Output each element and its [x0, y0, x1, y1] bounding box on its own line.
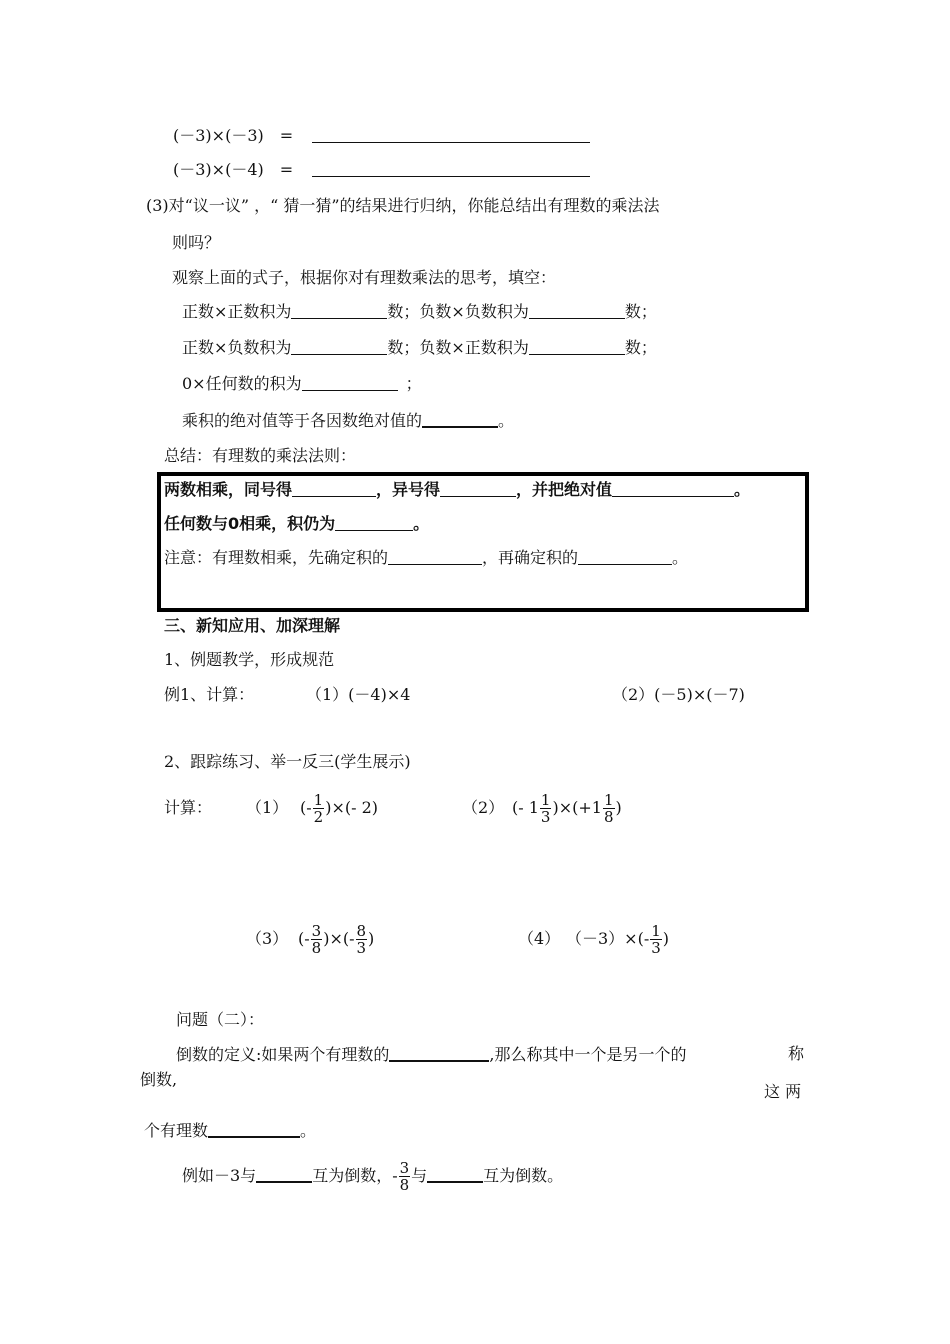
fraction: $\frac{1}{3}$	[651, 922, 661, 957]
box-line-3: 注意：有理数相乘，先确定积的 ，再确定积的 。	[164, 548, 689, 567]
reciprocal-example: 例如－3与 互为倒数，- $\frac{3}{8}$ 与 互为倒数。	[182, 1159, 564, 1194]
fill-blank	[292, 480, 376, 497]
rule-line-3: 0×任何数的积为 ；	[182, 374, 422, 393]
question-2-title: 问题（二）：	[176, 1010, 265, 1029]
expression-line-2: (－3)×(－4) =	[173, 160, 590, 180]
fraction: $\frac{3}{8}$	[311, 922, 322, 957]
section-3-heading: 三、新知应用、加深理解	[164, 616, 341, 635]
fraction: $\frac{8}{3}$	[356, 922, 367, 957]
fraction: $\frac{1}{3}$	[540, 791, 551, 826]
fraction: $\frac{1}{8}$	[603, 791, 614, 826]
summary-label: 总结：有理数的乘法法则：	[164, 446, 357, 465]
fill-blank	[389, 1044, 489, 1062]
section-3-item-1: 1、例题教学，形成规范	[164, 650, 335, 669]
rule-line-4: 乘积的绝对值等于各因数绝对值的 。	[182, 411, 515, 430]
question-3-line-2: 则吗？	[172, 233, 221, 252]
definition-wrap-1: 称	[788, 1044, 805, 1063]
fill-blank	[335, 514, 413, 531]
fill-blank	[612, 480, 734, 497]
problem-4-number: （4）	[518, 929, 561, 948]
problem-4-expression: （－3）×(- $\frac{1}{3}$ )	[566, 922, 670, 957]
fill-blank	[578, 548, 672, 565]
problem-2-expression: (- 1 $\frac{1}{3}$ )×(+1 $\frac{1}{8}$ )	[512, 791, 622, 826]
calc-label: 计算：	[164, 798, 213, 817]
example-1-part-2: （2）(－5)×(－7)	[612, 685, 745, 704]
definition-line-3: 个有理数 。	[144, 1121, 317, 1140]
problem-3-expression: (- $\frac{3}{8}$ )×(- $\frac{8}{3}$ )	[298, 922, 375, 957]
problem-2-number: （2）	[462, 798, 505, 817]
fill-blank	[427, 1165, 483, 1183]
reciprocal-definition: 倒数的定义:如果两个有理数的 ,那么称其中一个是另一个的	[176, 1045, 687, 1064]
fill-blank	[302, 374, 398, 391]
fill-blank	[208, 1120, 300, 1138]
definition-line-2: 倒数,	[140, 1070, 178, 1089]
box-line-1: 两数相乘，同号得 ，异号得 ，并把绝对值 。	[164, 480, 751, 499]
fill-blank	[422, 410, 498, 428]
answer-blank	[312, 160, 590, 177]
section-3-item-2: 2、跟踪练习、举一反三(学生展示)	[164, 752, 411, 771]
problem-1-number: （1）	[246, 798, 289, 817]
rule-line-1: 正数×正数积为 数；负数×负数积为 数；	[182, 302, 657, 321]
fill-blank	[440, 480, 516, 497]
example-1-part-1: （1）(－4)×4	[306, 685, 411, 704]
problem-1-expression: (- $\frac{1}{2}$ )×(- 2)	[300, 791, 379, 826]
fill-blank	[529, 338, 625, 355]
fill-blank	[291, 302, 387, 319]
definition-wrap-2: 这 两	[764, 1082, 802, 1101]
observe-instruction: 观察上面的式子，根据你对有理数乘法的思考，填空：	[172, 268, 557, 287]
question-3-line-1: (3)对“议一议” ，“ 猜一猜”的结果进行归纳，你能总结出有理数的乘法法	[146, 196, 660, 215]
answer-blank	[312, 126, 590, 143]
fill-blank	[529, 302, 625, 319]
fraction: $\frac{3}{8}$	[399, 1159, 410, 1194]
example-1-label: 例1、计算：	[164, 685, 255, 704]
fill-blank	[256, 1165, 312, 1183]
fill-blank	[388, 548, 482, 565]
expression-line-1: (－3)×(－3) =	[173, 126, 590, 146]
rule-line-2: 正数×负数积为 数；负数×正数积为 数；	[182, 338, 657, 357]
fraction: $\frac{1}{2}$	[313, 791, 324, 826]
fill-blank	[291, 338, 387, 355]
box-line-2: 任何数与0相乘，积仍为 。	[164, 514, 430, 533]
problem-3-number: （3）	[246, 929, 289, 948]
